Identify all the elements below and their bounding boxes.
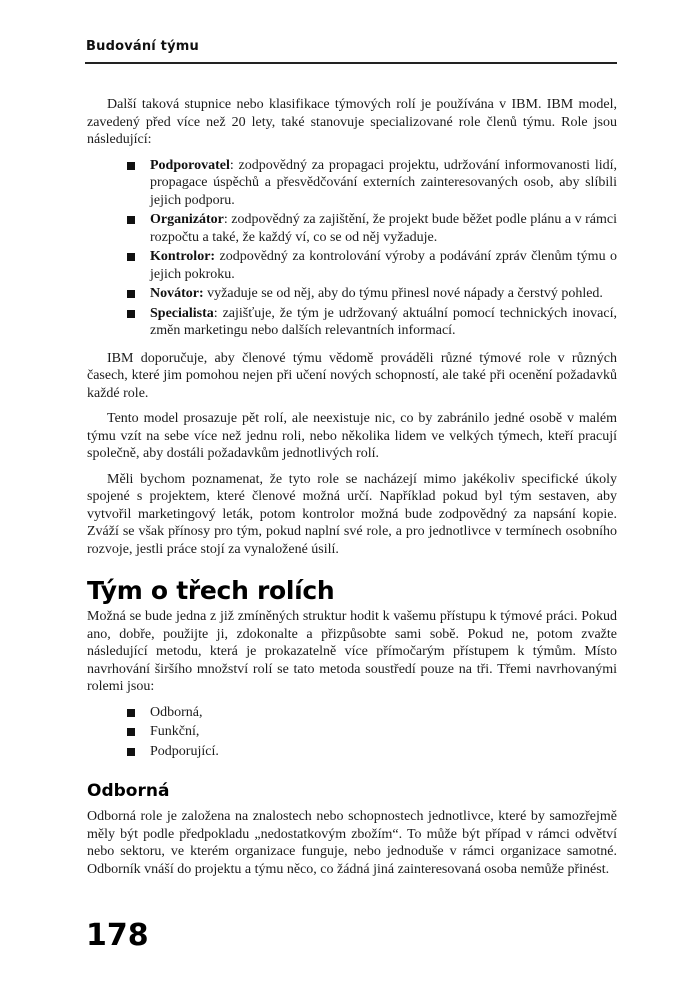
role-term: Kontrolor: xyxy=(150,249,216,264)
role-name: Podporující. xyxy=(150,743,219,759)
role-term: Novátor: xyxy=(150,286,204,301)
list-item xyxy=(150,285,617,303)
separator: : xyxy=(229,157,234,173)
body-paragraph: Měli bychom poznamenat, že tyto role se nacházejí mimo jakékoliv specifické úkoly spojené s projektem, které členové možná určí. Například pokud byl tým sestaven, aby vytvořil marketingový leták, potom kontrolor možná bude zodpovědný za napsání kopie. Zváží se však přínosy pro tým, pokud naplní své role, a pro jednotlivce v termínech osobního rozvoje, jestli práce stojí za vynaložené úsilí. xyxy=(87,471,617,557)
bullet-icon xyxy=(127,748,135,756)
list-item xyxy=(150,157,617,210)
intro-paragraph: Další taková stupnice nebo klasifikace týmových rolí je používána v IBM. IBM model, zavedený před více než 20 lety, také stanovuje specializované role členů týmu. Role jsou následující: xyxy=(87,97,617,147)
role-name: Odborná, xyxy=(150,704,203,720)
role-description: zodpovědný za zajištění, že projekt bude běžet podle plánu a v rámci rozpočtu a také, že každý ví, co se od něj vyžaduje. xyxy=(150,212,617,245)
section-paragraph: Možná se bude jedna z již zmíněných struktur hodit k vašemu přístupu k týmové práci. Pokud ano, dobře, použijte ji, zdokonalte a přizpůsobte sami sobě. Pokud ne, potom zvažte následující metodu, která je prokazatelně více přímočarým přístupem k týmům. Místo navrhování širšího množství rolí se tato metoda soustředí pouze na tři. Třemi navrhovanými rolemi jsou: xyxy=(87,609,617,694)
page-number: 178 xyxy=(86,918,149,953)
bullet-icon xyxy=(127,709,135,717)
bullet-icon xyxy=(127,253,135,261)
header-rule xyxy=(85,62,617,64)
ibm-roles-list xyxy=(87,157,617,340)
role-term: Podporovatel xyxy=(150,157,230,173)
separator: : xyxy=(223,212,228,227)
body-paragraph: IBM doporučuje, aby členové týmu vědomě prováděli různé týmové role v různých časech, které jim pomohou nejen při učení nových schopností, ale také při ocenění požadavků každé role. xyxy=(87,350,617,401)
body-paragraph: Tento model prosazuje pět rolí, ale neexistuje nic, co by zabránilo jedné osobě v malém týmu vzít na sebe více než jednu roli, nebo několika lidem ve velkých týmech, kteří pracují společně, aby dostáli požadavkům jednotlivých rolí. xyxy=(87,411,617,461)
role-description: vyžaduje se od něj, aby do týmu přinesl nové nápady a čerstvý pohled. xyxy=(203,286,603,301)
role-description: zodpovědný za propagaci projektu, udržování informovanosti lidí, propagace úspěchů a přesvědčování externích zainteresovaných osob, aby slíbili jejich podporu. xyxy=(150,157,617,208)
list-item xyxy=(150,743,617,761)
list-item xyxy=(150,211,617,246)
running-head: Budování týmu xyxy=(86,39,199,54)
role-name: Funkční, xyxy=(150,724,200,739)
subsection-paragraph: Odborná role je založena na znalostech nebo schopnostech jednotlivce, které by samozřejmě měly být podle předpokladu „nedostatkovým zbožím“. To může být případ v rámci odvětví nebo sektoru, ve kterém organizace funguje, nebo jednoduše v rámci organizace samotné. Odborník vnáší do projektu a týmu něco, co žádná jiná zainteresovaná osoba nemůže přinést. xyxy=(87,809,617,877)
bullet-icon xyxy=(127,162,135,170)
subsection-heading: Odborná xyxy=(87,781,170,801)
three-roles-list xyxy=(87,704,617,761)
list-item xyxy=(150,704,617,722)
bullet-icon xyxy=(127,310,135,318)
list-item xyxy=(150,723,617,741)
bullet-icon xyxy=(127,290,135,298)
bullet-icon xyxy=(127,216,135,224)
list-item xyxy=(150,305,617,340)
role-description: zajišťuje, že tým je udržovaný aktuální pomocí technických inovací, změn marketingu nebo dalších relevantních informací. xyxy=(150,305,617,338)
separator: : xyxy=(213,305,218,321)
role-description: zodpovědný za kontrolování výroby a podávání zpráv členům týmu o jejich pokroku. xyxy=(150,249,617,282)
role-term: Organizátor xyxy=(150,212,224,227)
section-heading: Tým o třech rolích xyxy=(87,576,335,605)
page-content xyxy=(87,96,617,878)
bullet-icon xyxy=(127,728,135,736)
role-term: Specialista xyxy=(150,305,214,321)
list-item xyxy=(150,248,617,283)
